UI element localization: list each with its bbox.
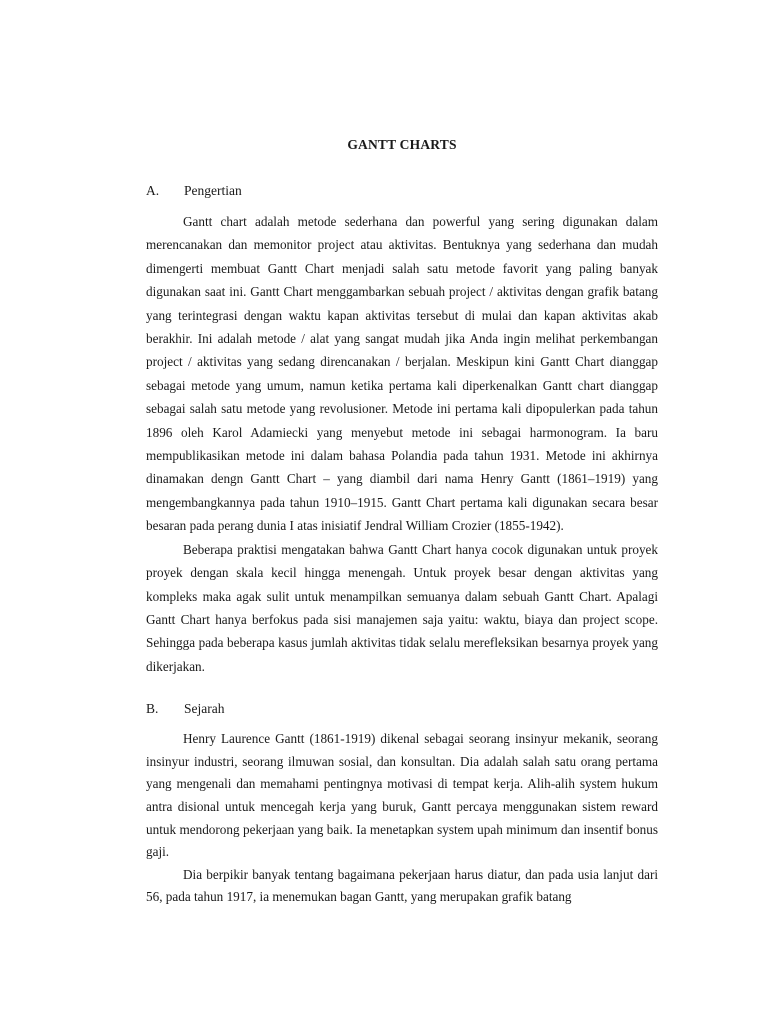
- section-a-title: Pengertian: [184, 183, 242, 198]
- section-b-paragraph-1: Henry Laurence Gantt (1861-1919) dikenal sebagai seorang insinyur mekanik, seorang insinyur industri, seorang ilmuwan sosial, dan konsultan. Dia adalah salah satu orang pertama yang mengenali dan memahami pentingnya motivasi di tempat kerja. Alih-alih system hukum antra disional untuk mencegah kerja yang buruk, Gantt percaya menggunakan sistem reward untuk mendorong pekerjaan yang baik. Ia menetapkan system upah minimum dan insentif bonus gaji.: [146, 731, 658, 860]
- document-content: [146, 136, 658, 909]
- section-b-number: B.: [146, 701, 159, 717]
- section-b-heading: [146, 700, 658, 718]
- section-a-heading: [146, 182, 658, 200]
- document-title: GANTT CHARTS: [347, 137, 457, 152]
- section-a-paragraph-2: Beberapa praktisi mengatakan bahwa Gantt Chart hanya cocok digunakan untuk proyek proyek dengan skala kecil hingga menengah. Untuk proyek besar dengan aktivitas yang kompleks maka agak sulit untuk menampilkan semuanya dalam sebuah Gantt Chart. Apalagi Gantt Chart hanya berfokus pada sisi manajemen saja yaitu: waktu, biaya dan project scope. Sehingga pada beberapa kasus jumlah aktivitas tidak selalu merefleksikan besarnya proyek yang dikerjakan.: [146, 541, 658, 674]
- section-spacer: [146, 678, 658, 700]
- section-b-paragraph-2: Dia berpikir banyak tentang bagaimana pekerjaan harus diatur, dan pada usia lanjut dari 56, pada tahun 1917, ia menemukan bagan Gantt, yang merupakan grafik batang: [146, 866, 658, 905]
- section-b-title: Sejarah: [184, 701, 225, 717]
- section-a-number: A.: [146, 183, 160, 198]
- section-a-paragraph-1: Gantt chart adalah metode sederhana dan powerful yang sering digunakan dalam merencanakan dan memonitor project atau aktivitas. Bentuknya yang sederhana dan mudah dimengerti membuat Gantt Chart menjadi salah satu metode favorit yang paling banyak digunakan saat ini. Gantt Chart menggambarkan sebuah project / aktivitas dengan grafik batang yang terintegrasi dengan waktu kapan aktivitas tersebut di mulai dan kapan aktivitas akab berakhir. Ini adalah metode / alat yang sangat mudah jika Anda ingin melihat perkembangan project / aktivitas yang sedang direncanakan / berjalan. Meskipun kini Gantt Chart dianggap sebagai metode yang umum, namun ketika pertama kali diperkenalkan Gantt chart dianggap sebagai salah satu metode yang revolusioner. Metode ini pertama kali dipopulerkan pada tahun 1896 oleh Karol Adamiecki yang menyebut metode ini sebagai harmonogram. Ia baru mempublikasikan metode ini dalam bahasa Polandia pada tahun 1931. Metode ini akhirnya dinamakan dengn Gantt Chart – yang diambil dari nama Henry Gantt (1861–1919) yang mengembangkannya pada tahun 1910–1915. Gantt Chart pertama kali digunakan secara besar besaran pada perang dunia I atas inisiatif Jendral William Crozier (1855-1942).: [146, 214, 658, 534]
